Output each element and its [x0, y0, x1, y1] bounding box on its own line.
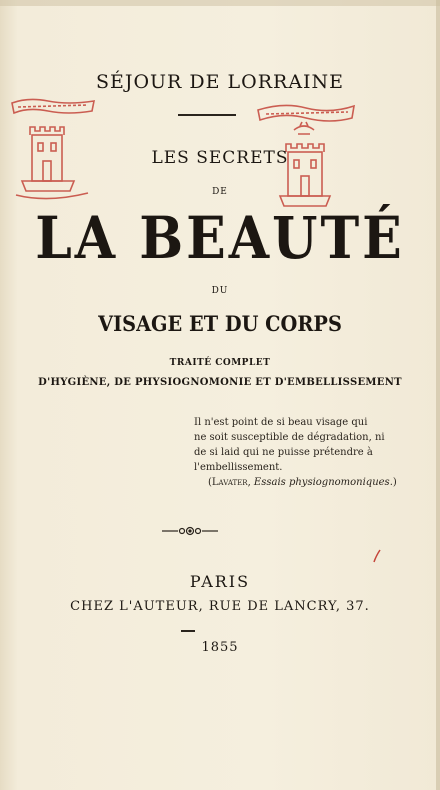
attribution-close: .) — [389, 477, 397, 488]
subject-line: D'HYGIÈNE, DE PHYSIOGNOMONIE ET D'EMBELLISSEMENT — [38, 377, 402, 388]
epigraph-line: Il n'est point de si beau visage qui — [194, 417, 368, 428]
author-name: SÉJOUR DE LORRAINE — [95, 71, 345, 93]
attribution-open: ( — [208, 477, 212, 488]
title-de: DE — [212, 187, 228, 197]
title-du: DU — [211, 286, 229, 296]
epigraph-line: ne soit susceptible de dégradation, ni — [194, 432, 385, 443]
year: 1855 — [201, 640, 239, 655]
title-les-secrets: LES SECRETS — [151, 148, 289, 168]
title-rule — [178, 114, 236, 116]
attribution-separator: , — [247, 477, 254, 488]
page-top-edge — [0, 0, 440, 6]
attribution-author: Lavater — [211, 477, 248, 488]
city: PARIS — [189, 572, 251, 591]
epigraph-line: de si laid qui ne puisse prétendre à — [194, 447, 373, 458]
epigraph — [194, 415, 397, 490]
publisher: CHEZ L'AUTEUR, RUE DE LANCRY, 37. — [70, 599, 370, 614]
traite-complet: TRAITÉ COMPLET — [169, 358, 271, 368]
epigraph-line: l'embellissement. — [194, 462, 283, 473]
year-rule — [181, 630, 195, 632]
subtitle: VISAGE ET DU CORPS — [98, 311, 342, 336]
main-title: LA BEAUTÉ — [35, 204, 405, 273]
ornament-divider-icon — [160, 524, 220, 538]
red-pencil-mark-icon — [372, 548, 382, 564]
page-right-edge — [436, 0, 440, 790]
epigraph-attribution — [194, 475, 397, 490]
attribution-work: Essais physiognomoniques — [253, 477, 390, 488]
